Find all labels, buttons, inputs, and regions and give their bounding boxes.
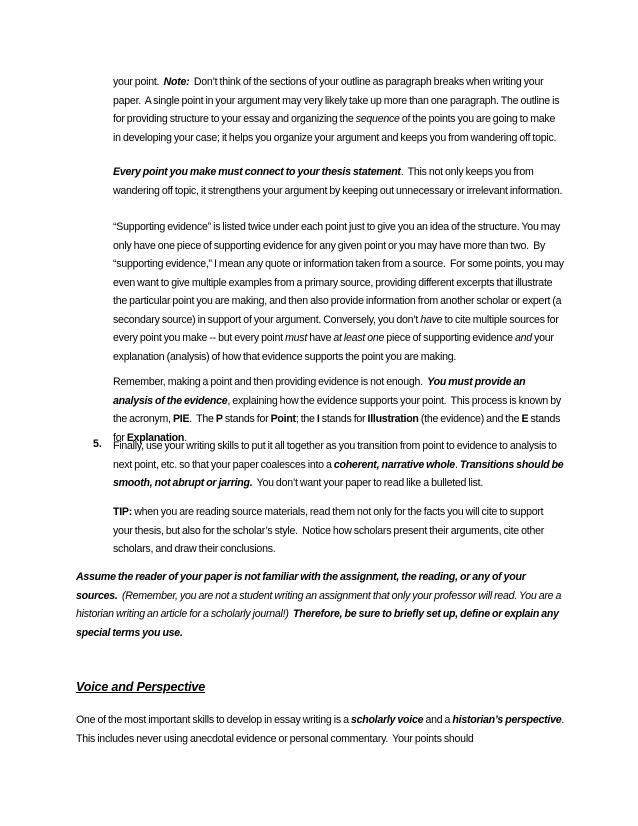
voice-paragraph: One of the most important skills to develop in essay writing is a scholarly voice and a historian’s perspective. This includes never using anecdotal evidence or personal commentary. Your points should: [76, 714, 569, 745]
list-number-5: 5.: [93, 438, 102, 450]
tip-paragraph: TIP: when you are reading source materials, read them not only for the facts you will cite to support your thesis, but also for the scholar’s style. Notice how scholars present their arguments, cite other scholars, and draw their conclusions.: [113, 506, 547, 555]
pie-paragraph: Remember, making a point and then providing evidence is not enough. You must provide an analysis of the evidence, explaining how the evidence supports your point. This process is known by the acronym, PIE. The P stands for Point; the I stands for Illustration (the evidence) and the E stands for Explanation.: [113, 376, 564, 444]
supporting-evidence-paragraph: “Supporting evidence” is listed twice under each point just to give you an idea of the structure. You may only have one piece of supporting evidence for any given point or you may have more than two. By “supporting evidence,” I mean any quote or information taken from a source. For some points, you may even want to give multiple examples from a primary source, providing different excerpts that illustrate the particular point you are making, and then also provide information from another scholar or expert (a secondary source) in support of your argument. Conversely, you don’t have to cite multiple sources for every point you make -- but every point must have at least one piece of supporting evidence and your explanation (analysis) of how that evidence supports the point you are making.: [113, 221, 567, 363]
list-item-5-text: Finally, use your writing skills to put it all together as you transition from point to evidence to analysis to next point, etc. so that your paper coalesces into a coherent, narrative whole. Transitions should be smooth, not abrupt or jarring. You don’t want your paper to read like a bulleted list.: [113, 440, 566, 489]
outline-note-paragraph: your point. Note: Don’t think of the sections of your outline as paragraph breaks when writing your paper. A single point in your argument may very likely take up more than one paragraph. The outline is for providing structure to your essay and organizing the sequence of the points you are going to make in developing your case; it helps you organize your argument and keeps you from wandering off topic.: [113, 76, 562, 144]
thesis-connection-paragraph: Every point you make must connect to your thesis statement. This not only keeps you from wandering off topic, it strengthens your argument by keeping out unnecessary or irrelevant information.: [113, 166, 563, 197]
section-heading: Voice and Perspective: [76, 680, 206, 694]
assume-reader-paragraph: Assume the reader of your paper is not familiar with the assignment, the reading, or any of your sources. (Remember, you are not a student writing an assignment that only your professor will read. You are a historian writing an article for a scholarly journal!) Therefore, be sure to briefly set up, define or explain any special terms you use.: [76, 571, 564, 639]
